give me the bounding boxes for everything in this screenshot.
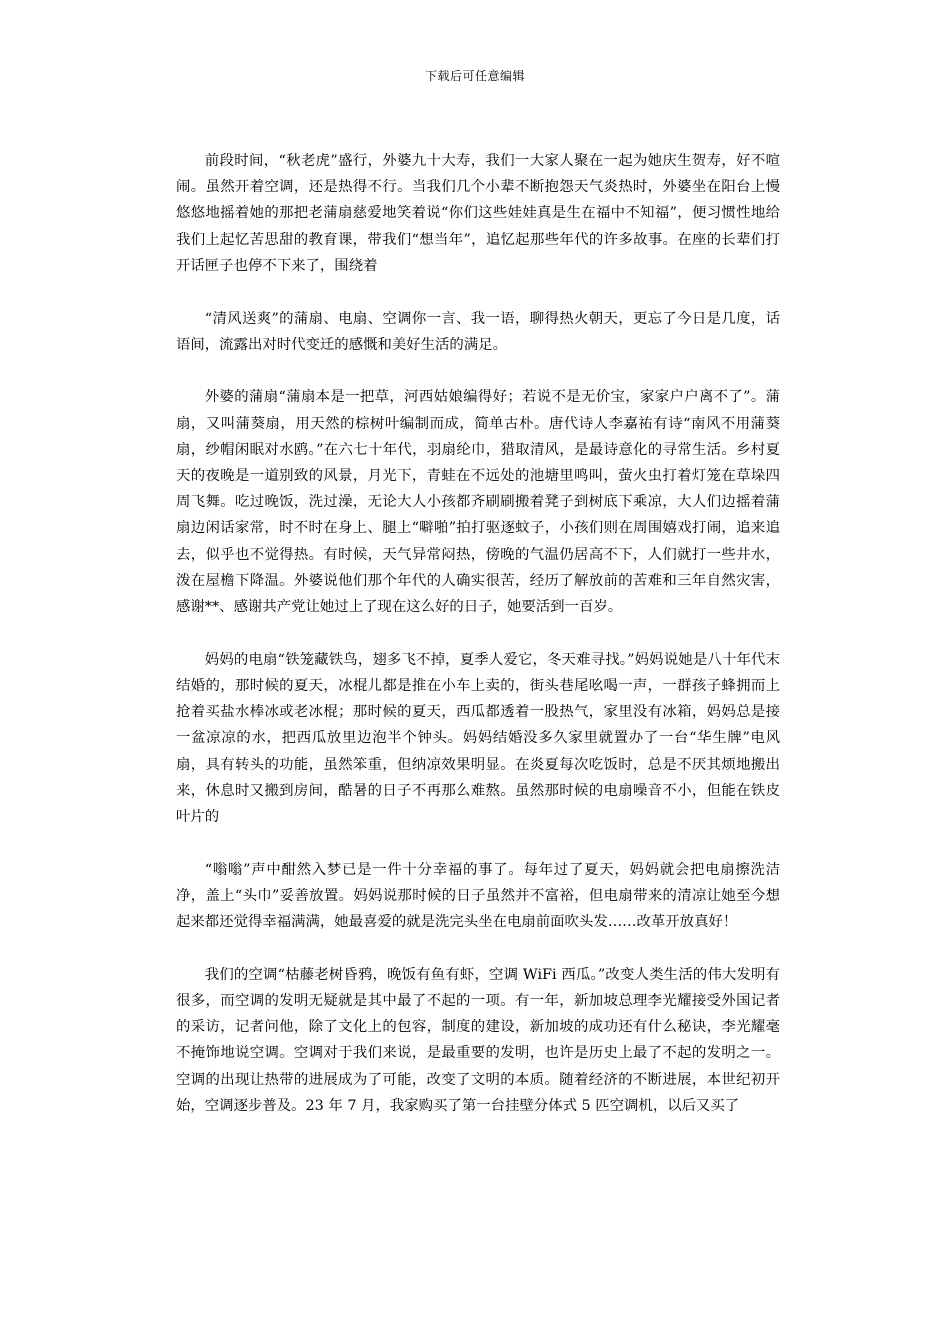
document-body (176, 148, 780, 1146)
paragraph-6: 我们的空调“枯藤老树昏鸦，晚饭有鱼有虾，空调 WiFi 西瓜。”改变人类生活的伟大发明有很多，而空调的发明无疑就是其中最了不起的一项。有一年，新加坡总理李光耀接受外国记者的采访，记者问他，除了文化上的包容，制度的建设，新加坡的成功还有什么秘诀，李光耀毫不掩饰地说空调。空调对于我们来说，是最重要的发明，也许是历史上最了不起的发明之一。空调的出现让热带的进展成为了可能，改变了文明的本质。随着经济的不断进展，本世纪初开始，空调逐步普及。23 年 7 月，我家购买了第一台挂壁分体式 5 匹空调机，以后又买了 (176, 966, 780, 1114)
paragraph-2: “清风送爽”的蒲扇、电扇、空调你一言、我一语，聊得热火朝天，更忘了今日是几度，话语间，流露出对时代变迁的感慨和美好生活的满足。 (176, 310, 780, 353)
paragraph-5: “嗡嗡”声中酣然入梦已是一件十分幸福的事了。每年过了夏天，妈妈就会把电扇擦洗洁净，盖上“头巾”妥善放置。妈妈说那时候的日子虽然并不富裕，但电扇带来的清凉让她至今想起来都还觉得幸福满满，她最喜爱的就是洗完头坐在电扇前面吹头发……改革开放真好！ (176, 861, 780, 931)
paragraph-3: 外婆的蒲扇“蒲扇本是一把草，河西姑娘编得好；若说不是无价宝，家家户户离不了”。蒲扇，又叫蒲葵扇，用天然的棕树叶编制而成，简单古朴。唐代诗人李嘉祐有诗“南风不用蒲葵扇，纱帽闲眠对水鸥。”在六七十年代，羽扇纶巾，猎取清风，是最诗意化的寻常生活。乡村夏天的夜晚是一道别致的风景，月光下，青蛙在不远处的池塘里鸣叫，萤火虫打着灯笼在草垛四周飞舞。吃过晚饭，洗过澡，无论大人小孩都齐刷刷搬着凳子到树底下乘凉，大人们边摇着蒲扇边闲话家常，时不时在身上、腿上“噼啪”拍打驱逐蚊子，小孩们则在周围嬉戏打闹，追来追去，似乎也不觉得热。有时候，天气异常闷热，傍晚的气温仍居高不下，人们就打一些井水，泼在屋檐下降温。外婆说他们那个年代的人确实很苦，经历了解放前的苦难和三年自然灾害，感谢**、感谢共产党让她过上了现在这么好的日子，她要活到一百岁。 (176, 389, 780, 616)
paragraph-1: 前段时间，“秋老虎”盛行，外婆九十大寿，我们一大家人聚在一起为她庆生贺寿，好不喧闹。虽然开着空调，还是热得不行。当我们几个小辈不断抱怨天气炎热时，外婆坐在阳台上慢悠悠地摇着她的那把老蒲扇慈爱地笑着说“你们这些娃娃真是生在福中不知福”，便习惯性地给我们上起忆苦思甜的教育课，带我们“想当年”，追忆起那些年代的许多故事。在座的长辈们打开话匣子也停不下来了，围绕着 (176, 153, 780, 274)
page-header: 下载后可任意编辑 (424, 69, 525, 83)
paragraph-4: 妈妈的电扇“铁笼藏铁鸟，翅多飞不掉，夏季人爱它，冬天难寻找。”妈妈说她是八十年代末结婚的，那时候的夏天，冰棍儿都是推在小车上卖的，街头巷尾吆喝一声，一群孩子蜂拥而上抢着买盐水棒冰或老冰棍；那时候的夏天，西瓜都透着一股热气，家里没有冰箱，妈妈总是接一盆凉凉的水，把西瓜放里边泡半个钟头。妈妈结婚没多久家里就置办了一台“华生牌”电风扇，具有转头的功能，虽然笨重，但纳凉效果明显。在炎夏每次吃饭时，总是不厌其烦地搬出来，休息时又搬到房间，酷暑的日子不再那么难熬。虽然那时候的电扇噪音不小，但能在铁皮叶片的 (176, 651, 780, 825)
